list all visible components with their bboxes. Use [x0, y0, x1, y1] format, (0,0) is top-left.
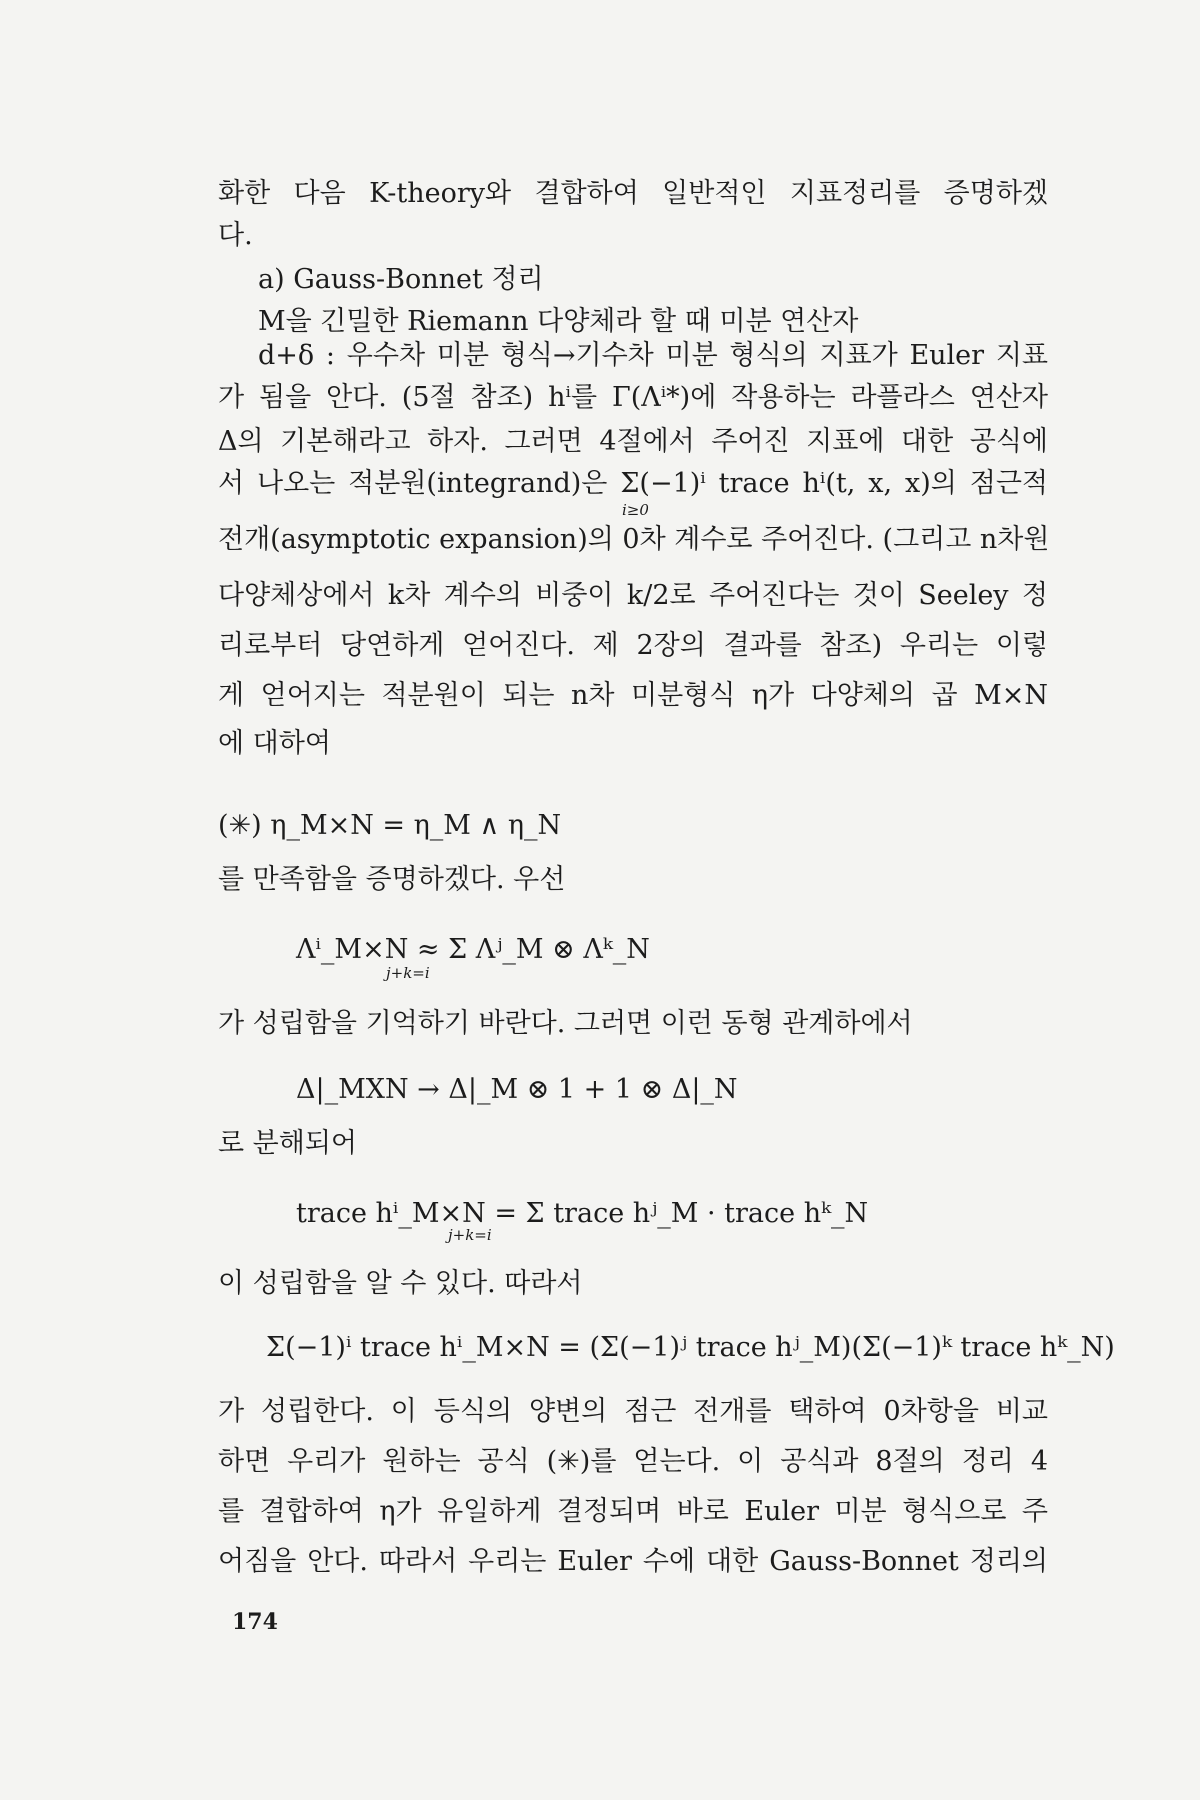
text-line: 화한 다음 K-theory와 결합하여 일반적인 지표정리를 증명하겠 [218, 178, 1048, 209]
sum-subscript: i≥0 [622, 501, 649, 519]
equation-trace-product: trace hⁱ_M×N = Σ trace hʲ_M · trace hᵏ_N [296, 1198, 869, 1229]
text-line: 어짐을 안다. 따라서 우리는 Euler 수에 대한 Gauss-Bonnet 정리의 [218, 1546, 1048, 1577]
text-line: 가 됨을 안다. (5절 참조) hⁱ를 Γ(Λⁱ*)에 작용하는 라플라스 연산자 [218, 382, 1048, 413]
equation-laplacian-split: Δ|_MXN → Δ|_M ⊗ 1 + 1 ⊗ Δ|_N [296, 1074, 738, 1105]
text-line: 이 성립함을 알 수 있다. 따라서 [218, 1268, 583, 1299]
equation-alternating-trace: Σ(−1)ⁱ trace hⁱ_M×N = (Σ(−1)ʲ trace hʲ_M)(Σ(−1)ᵏ trace hᵏ_N) [266, 1332, 1115, 1363]
sum-subscript: j+k=i [448, 1226, 492, 1244]
text-line: 다. [218, 220, 253, 251]
text-line: 를 결합하여 η가 유일하게 결정되며 바로 Euler 미분 형식으로 주 [218, 1496, 1048, 1527]
equation-exterior-decomposition: Λⁱ_M×N ≈ Σ Λʲ_M ⊗ Λᵏ_N [296, 934, 650, 965]
text-line: 하면 우리가 원하는 공식 (✳)를 얻는다. 이 공식과 8절의 정리 4 [218, 1446, 1048, 1477]
sum-subscript: j+k=i [386, 964, 430, 982]
text-line: 를 만족함을 증명하겠다. 우선 [218, 864, 566, 895]
text-line: 서 나오는 적분원(integrand)은 Σ(−1)ⁱ trace hⁱ(t, x, x)의 점근적 [218, 468, 1048, 499]
text-line: 가 성립한다. 이 등식의 양변의 점근 전개를 택하여 0차항을 비교 [218, 1396, 1048, 1427]
text-line: 로 분해되어 [218, 1128, 357, 1159]
equation-star: (✳) η_M×N = η_M ∧ η_N [218, 810, 562, 841]
text-line: 에 대하여 [218, 728, 331, 759]
text-line: d+δ : 우수차 미분 형식→기수차 미분 형식의 지표가 Euler 지표 [258, 340, 1048, 371]
text-line: 게 얻어지는 적분원이 되는 n차 미분형식 η가 다양체의 곱 M×N [218, 680, 1048, 711]
text-line: M을 긴밀한 Riemann 다양체라 할 때 미분 연산자 [258, 306, 859, 337]
page-number: 174 [232, 1609, 278, 1635]
section-heading: a) Gauss-Bonnet 정리 [258, 264, 544, 295]
text-line: 전개(asymptotic expansion)의 0차 계수로 주어진다. (그리고 n차원 [218, 524, 1050, 555]
text-line: Δ의 기본해라고 하자. 그러면 4절에서 주어진 지표에 대한 공식에 [218, 426, 1048, 457]
text-line: 가 성립함을 기억하기 바란다. 그러면 이런 동형 관계하에서 [218, 1008, 913, 1039]
text-line: 다양체상에서 k차 계수의 비중이 k/2로 주어진다는 것이 Seeley 정 [218, 580, 1048, 611]
text-line: 리로부터 당연하게 얻어진다. 제 2장의 결과를 참조) 우리는 이렇 [218, 630, 1048, 661]
